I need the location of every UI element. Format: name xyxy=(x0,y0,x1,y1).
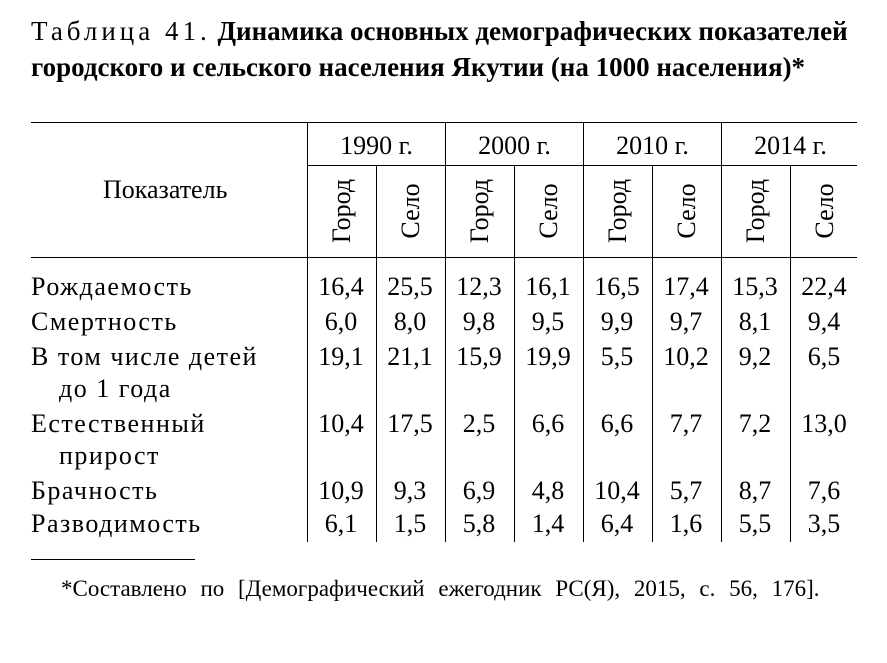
table-cell: 5,7 xyxy=(669,476,703,505)
table-cell: 7,7 xyxy=(669,409,703,438)
indicator-header: Показатель xyxy=(103,175,228,204)
table-cell: 5,5 xyxy=(738,509,772,538)
table-cell: 10,4 xyxy=(318,409,364,438)
table-cell: 12,3 xyxy=(456,272,502,301)
table-cell: 5,5 xyxy=(600,342,634,371)
row-label-text: Брачность xyxy=(31,476,159,505)
row-label-mortality xyxy=(31,306,296,338)
table-cell: 10,4 xyxy=(594,476,640,505)
table-cell: 6,5 xyxy=(807,342,841,371)
table-title: Динамика основных демографических показателей городского и сельского населения Якутии (на 1000 населения)* xyxy=(31,16,848,82)
table-cell: 5,8 xyxy=(462,509,496,538)
row-label-divorce-rate xyxy=(31,508,296,540)
table-cell: 16,4 xyxy=(318,272,364,301)
table-top-rule xyxy=(31,122,857,123)
row-label-birth-rate xyxy=(31,271,296,303)
row-label-text-continued: прирост xyxy=(59,441,160,470)
row-label-text: Рождаемость xyxy=(31,272,193,301)
table-cell: 9,4 xyxy=(807,307,841,336)
table-cell: 8,0 xyxy=(393,307,427,336)
table-cell: 9,2 xyxy=(738,342,772,371)
table-cell: 25,5 xyxy=(387,272,433,301)
table-cell: 1,4 xyxy=(531,509,565,538)
subheader-city: Город xyxy=(465,178,494,244)
table-caption xyxy=(31,13,857,85)
row-label-marriage-rate xyxy=(31,475,296,507)
table-cell: 6,9 xyxy=(462,476,496,505)
footnote-rule xyxy=(31,559,195,560)
year-header: 1990 г. xyxy=(340,131,413,160)
year-header: 2000 г. xyxy=(478,131,551,160)
table-cell: 8,7 xyxy=(738,476,772,505)
table-cell: 6,0 xyxy=(324,307,358,336)
table-cell: 6,6 xyxy=(600,409,634,438)
table-cell: 9,9 xyxy=(600,307,634,336)
table-cell: 10,2 xyxy=(663,342,709,371)
table-cell: 16,5 xyxy=(594,272,640,301)
table-header-rule xyxy=(31,257,857,258)
subheader-city: Город xyxy=(741,178,770,244)
table-cell: 2,5 xyxy=(462,409,496,438)
table-cell: 15,9 xyxy=(456,342,502,371)
subheader-village: Село xyxy=(396,183,425,239)
year-header-rule xyxy=(307,165,857,166)
table-cell: 10,9 xyxy=(318,476,364,505)
row-label-infant-mortality xyxy=(31,341,296,405)
table-cell: 8,1 xyxy=(738,307,772,336)
table-cell: 19,1 xyxy=(318,342,364,371)
row-label-text: В том числе детей xyxy=(31,342,258,371)
subheader-village: Село xyxy=(810,183,839,239)
footnote xyxy=(31,573,857,605)
table-cell: 22,4 xyxy=(801,272,847,301)
table-cell: 9,5 xyxy=(531,307,565,336)
table-cell: 4,8 xyxy=(531,476,565,505)
table-cell: 6,6 xyxy=(531,409,565,438)
table-cell: 6,4 xyxy=(600,509,634,538)
subheader-city: Город xyxy=(327,178,356,244)
footnote-text: *Составлено по [Демографический ежегодник РС(Я), 2015, с. 56, 176]. xyxy=(61,576,820,601)
table-cell: 9,3 xyxy=(393,476,427,505)
year-header: 2010 г. xyxy=(616,131,689,160)
table-cell: 7,2 xyxy=(738,409,772,438)
table-cell: 1,6 xyxy=(669,509,703,538)
subheader-village: Село xyxy=(672,183,701,239)
table-cell: 9,8 xyxy=(462,307,496,336)
table-number: Таблица 41. xyxy=(31,16,211,46)
row-label-text: Естественный xyxy=(31,409,206,438)
table-cell: 17,4 xyxy=(663,272,709,301)
table-cell: 13,0 xyxy=(801,409,847,438)
table-cell: 19,9 xyxy=(525,342,571,371)
table-cell: 15,3 xyxy=(732,272,778,301)
table-cell: 3,5 xyxy=(807,509,841,538)
row-label-text: Разводимость xyxy=(31,509,202,538)
table-cell: 7,6 xyxy=(807,476,841,505)
subheader-city: Город xyxy=(603,178,632,244)
row-label-text-continued: до 1 года xyxy=(59,374,172,403)
row-label-natural-increase xyxy=(31,408,296,472)
year-header: 2014 г. xyxy=(754,131,827,160)
table-cell: 21,1 xyxy=(387,342,433,371)
table-cell: 1,5 xyxy=(393,509,427,538)
table-cell: 17,5 xyxy=(387,409,433,438)
table-cell: 16,1 xyxy=(525,272,571,301)
row-label-text: Смертность xyxy=(31,307,178,336)
subheader-village: Село xyxy=(534,183,563,239)
table-cell: 6,1 xyxy=(324,509,358,538)
table-cell: 9,7 xyxy=(669,307,703,336)
